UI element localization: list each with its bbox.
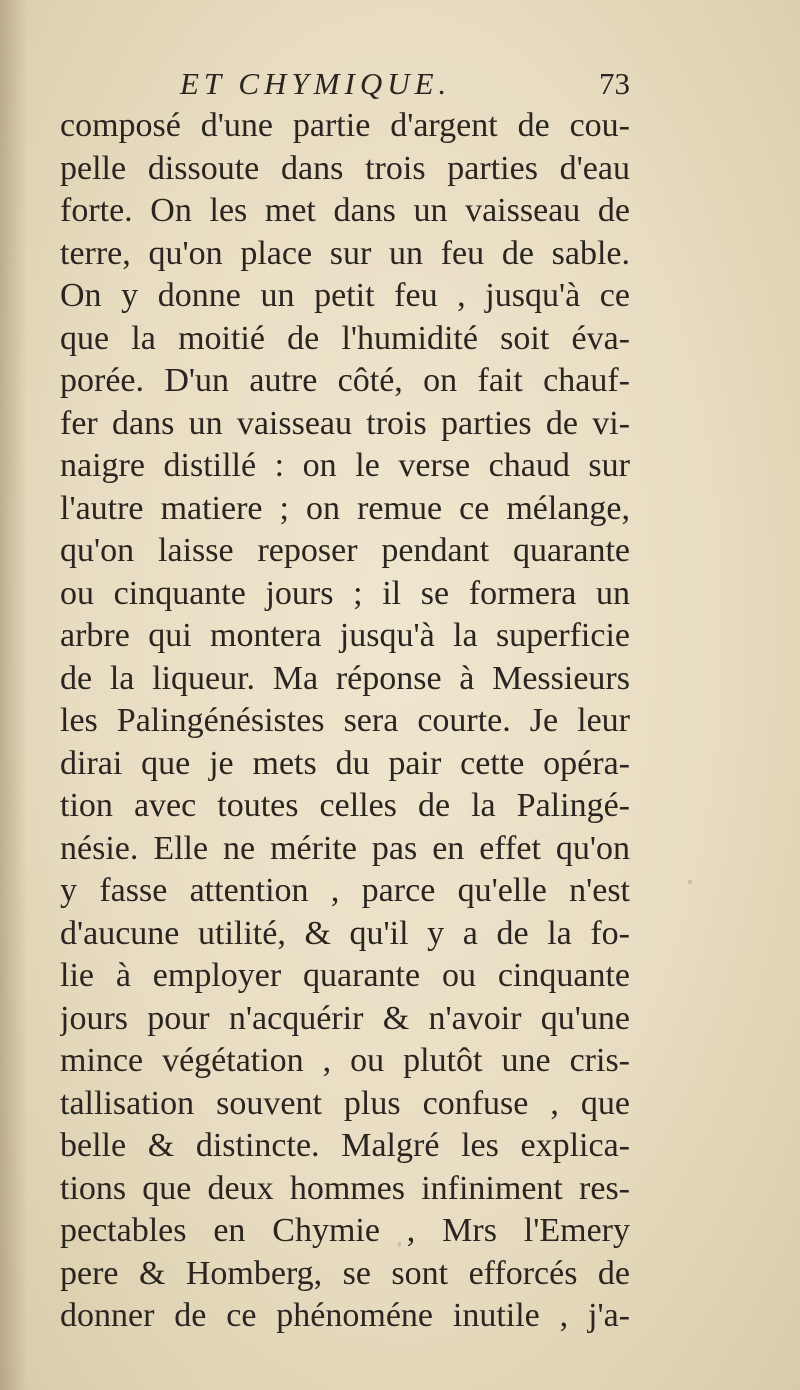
- running-head: ET CHYMIQUE.: [180, 66, 452, 101]
- text-line: y fasse attention , parce qu'elle n'est: [60, 872, 630, 909]
- text-line: terre, qu'on place sur un feu de sable.: [60, 234, 630, 272]
- paper-spot: [500, 1188, 503, 1191]
- text-line: nésie. Elle ne mérite pas en effet qu'on: [60, 829, 630, 867]
- text-line: lie à employer quarante ou cinquante: [60, 957, 630, 994]
- text-line: composé d'une partie d'argent de cou-: [60, 107, 630, 144]
- text-line: jours pour n'acquérir & n'avoir qu'une: [60, 999, 630, 1037]
- text-line: pectables en Chymie , Mrs l'Emery: [60, 1212, 630, 1249]
- text-line: que la moitié de l'humidité soit éva-: [60, 319, 630, 357]
- text-line: tion avec toutes celles de la Palingé-: [60, 787, 630, 824]
- text-line: tallisation souvent plus confuse , que: [60, 1084, 630, 1122]
- text-line: belle & distincte. Malgré les explica-: [60, 1127, 630, 1164]
- text-line: tions que deux hommes infiniment res-: [60, 1169, 630, 1207]
- text-line: forte. On les met dans un vaisseau de: [60, 192, 630, 229]
- text-line: dirai que je mets du pair cette opéra-: [60, 744, 630, 782]
- text-line: ou cinquante jours ; il se formera un: [60, 574, 630, 612]
- text-line: pere & Homberg, se sont efforcés de: [60, 1254, 630, 1292]
- text-line: mince végétation , ou plutôt une cris-: [60, 1042, 630, 1079]
- text-line: On y donne un petit feu , jusqu'à ce: [60, 277, 630, 314]
- body-text: [60, 105, 630, 1338]
- text-line: pelle dissoute dans trois parties d'eau: [60, 149, 630, 187]
- text-line: arbre qui montera jusqu'à la superficie: [60, 617, 630, 654]
- text-line: les Palingénésistes sera courte. Je leur: [60, 702, 630, 739]
- text-line: fer dans un vaisseau trois parties de vi-: [60, 404, 630, 442]
- page-header: [180, 66, 630, 106]
- text-line: donner de ce phénoméne inutile , j'a-: [60, 1297, 630, 1334]
- text-line: d'aucune utilité, & qu'il y a de la fo-: [60, 914, 630, 952]
- text-line: qu'on laisse reposer pendant quarante: [60, 532, 630, 569]
- text-line: de la liqueur. Ma réponse à Messieurs: [60, 659, 630, 697]
- text-line: naigre distillé : on le verse chaud sur: [60, 447, 630, 484]
- text-line: porée. D'un autre côté, on fait chauf-: [60, 362, 630, 399]
- page-number: 73: [599, 66, 630, 101]
- paper-spot: [398, 1242, 401, 1247]
- text-line: l'autre matiere ; on remue ce mélange,: [60, 489, 630, 527]
- paper-spot: [688, 880, 692, 884]
